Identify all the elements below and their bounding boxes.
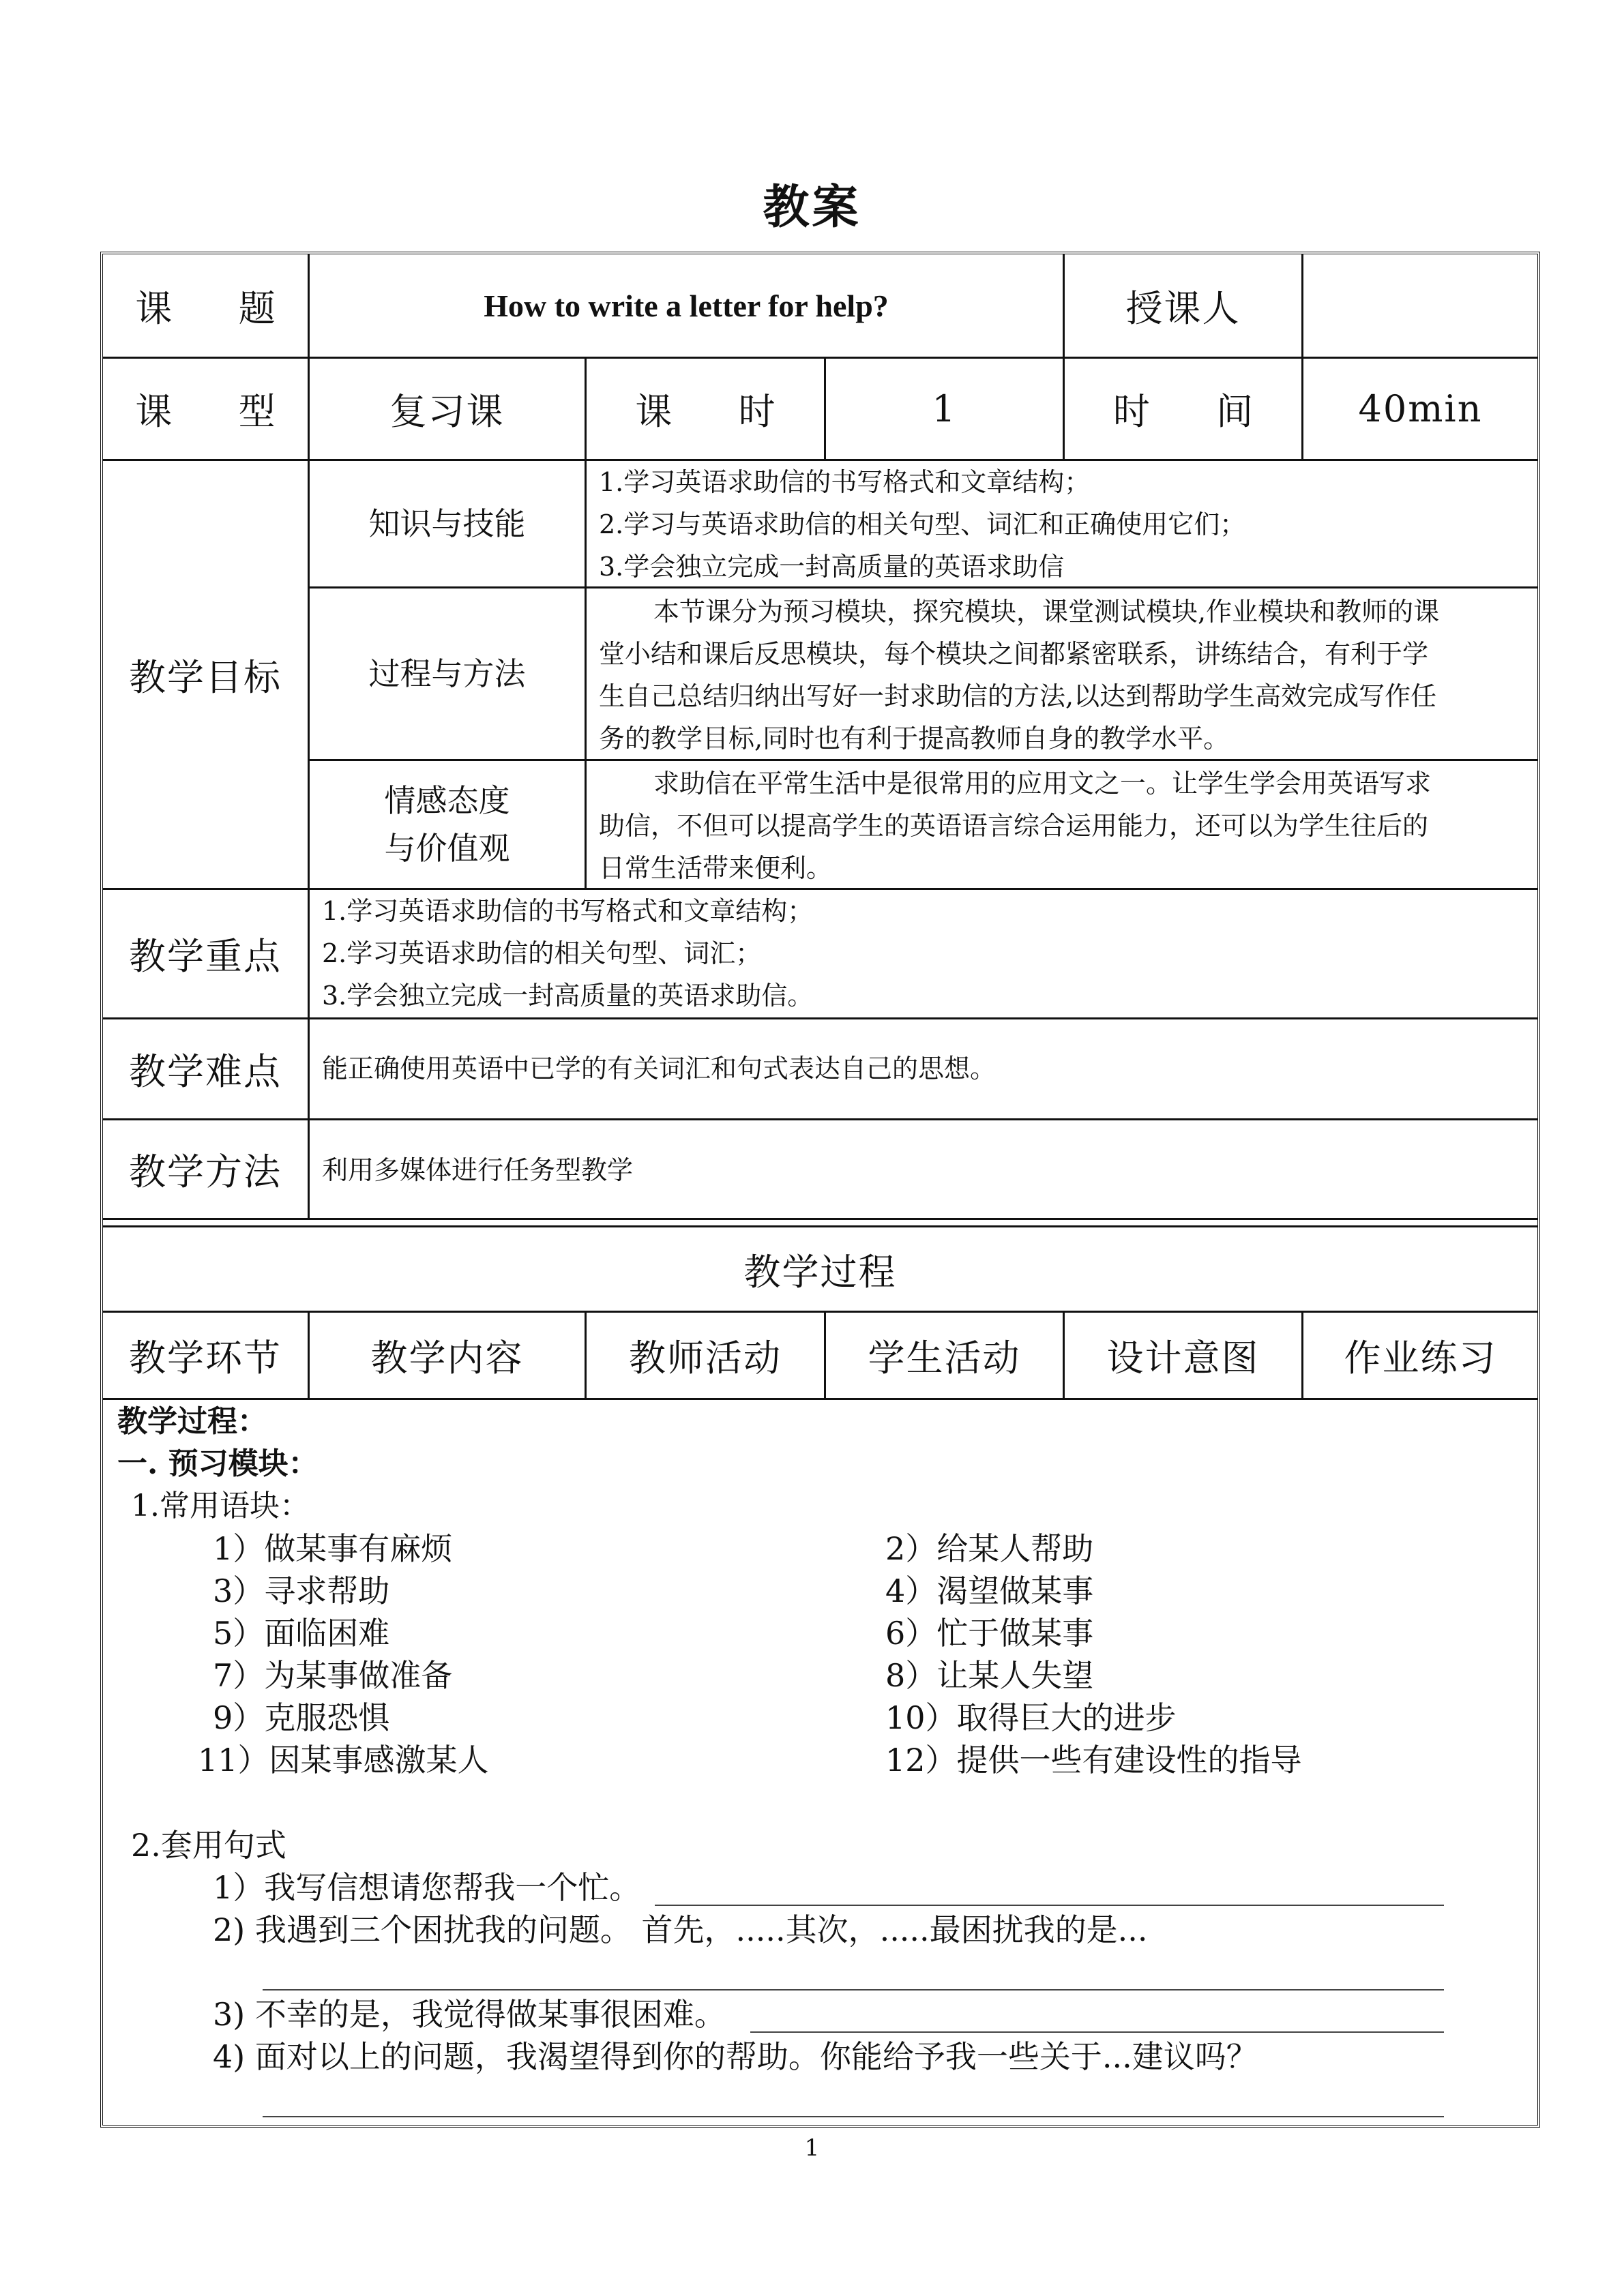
process-method-text: [599, 591, 1533, 760]
row-divider: [103, 1017, 1537, 1019]
emotion-line: 助信，不但可以提高学生的英语语言综合运用能力，还可以为学生往后的: [599, 811, 1429, 841]
emotion-label-line: 与价值观: [384, 830, 510, 867]
section-title: 教学过程：: [117, 1404, 267, 1439]
difficulties-label: 教学难点: [129, 1050, 282, 1093]
sentence-item: 1）我写信想请您帮我一个忙。: [213, 1869, 641, 1906]
chunk-item: 11）因某事感激某人: [198, 1742, 489, 1778]
emotion-label: [310, 761, 585, 888]
key-points-label: 教学重点: [129, 935, 282, 978]
emotion-label-line: 情感态度: [384, 782, 510, 819]
sentence-item: 2) 我遇到三个困扰我的问题。 首先，.....其次，.....最困扰我的是...: [213, 1911, 1148, 1948]
module-title: 一. 预习模块：: [117, 1446, 319, 1481]
process-line: 务的教学目标,同时也有利于提高教师自身的教学水平。: [599, 724, 1230, 754]
chunk-item: 9）克服恐惧: [213, 1699, 390, 1736]
knowledge-line: 2.学习与英语求助信的相关句型、词汇和正确使用它们；: [599, 509, 1246, 539]
chunk-item: 2）给某人帮助: [885, 1530, 1094, 1567]
process-line: 堂小结和课后反思模块，每个模块之间都紧密联系，讲练结合，有利于学: [599, 639, 1429, 669]
key-points-text: [322, 890, 1529, 1017]
chunk-item: 3）寻求帮助: [213, 1572, 390, 1609]
topic-label: 课 题: [135, 286, 303, 330]
teacher-label: 授课人: [1125, 286, 1241, 330]
knowledge-text: [599, 461, 1533, 588]
column-header: 作业练习: [1344, 1337, 1497, 1380]
page-number: 1: [804, 2134, 820, 2162]
process-line: 生自己总结归纳出写好一封求助信的方法,以达到帮助学生高效完成写作任: [599, 681, 1437, 711]
key-point-line: 3.学会独立完成一封高质量的英语求助信。: [322, 981, 814, 1011]
process-method-label: 过程与方法: [368, 655, 526, 692]
key-point-line: 2.学习英语求助信的相关句型、词汇；: [322, 938, 762, 968]
period-value: 1: [932, 387, 957, 430]
table-separator: [103, 1218, 1537, 1220]
row-divider: [103, 1398, 1537, 1400]
difficulties-text: 能正确使用英语中已学的有关词汇和句式表达自己的思想。: [322, 1054, 996, 1084]
answer-line: [655, 1905, 1444, 1906]
methods-text: 利用多媒体进行任务型教学: [322, 1155, 634, 1185]
knowledge-line: 3.学会独立完成一封高质量的英语求助信: [599, 552, 1065, 582]
teacher-value: [1303, 254, 1537, 357]
column-header: 教学环节: [129, 1337, 282, 1380]
chunk-item: 5）面临困难: [213, 1615, 390, 1652]
methods-label: 教学方法: [129, 1150, 282, 1193]
key-point-line: 1.学习英语求助信的书写格式和文章结构；: [322, 896, 814, 926]
chunk-item: 10）取得巨大的进步: [885, 1699, 1177, 1736]
emotion-line: 日常生活带来便利。: [599, 853, 833, 883]
row-divider: [103, 1118, 1537, 1120]
time-value: 40min: [1358, 387, 1483, 430]
sentence-item: 4) 面对以上的问题，我渴望得到你的帮助。你能给予我一些关于...建议吗？: [213, 2038, 1258, 2075]
column-header: 教师活动: [629, 1337, 782, 1380]
chunk-item: 7）为某事做准备: [213, 1657, 453, 1694]
column-header: 设计意图: [1106, 1337, 1260, 1380]
emotion-text: [599, 762, 1533, 889]
time-label: 时 间: [1112, 390, 1281, 433]
process-line: 本节课分为预习模块，探究模块，课堂测试模块,作业模块和教师的课: [653, 597, 1440, 627]
process-heading: 教学过程: [743, 1250, 897, 1294]
page-title: 教案: [763, 180, 861, 235]
type-value: 复习课: [389, 390, 505, 433]
chunk-item: 4）渴望做某事: [885, 1572, 1094, 1609]
chunk-item: 1）做某事有麻烦: [213, 1530, 453, 1567]
type-label: 课 型: [135, 390, 303, 433]
chunk-item: 12）提供一些有建设性的指导: [885, 1742, 1302, 1778]
answer-line: [750, 2031, 1444, 2033]
chunks-title: 1.常用语块：: [131, 1489, 310, 1523]
chunk-item: 8）让某人失望: [885, 1657, 1094, 1694]
knowledge-label: 知识与技能: [368, 505, 526, 542]
answer-line: [263, 2116, 1444, 2117]
topic-value: How to write a letter for help?: [484, 288, 889, 323]
objectives-label: 教学目标: [129, 655, 282, 699]
chunk-item: 6）忙于做某事: [885, 1615, 1094, 1652]
sentences-title: 2.套用句式: [131, 1827, 286, 1864]
process-body: [117, 1401, 1522, 1527]
column-header: 教学内容: [370, 1337, 524, 1380]
column-header: 学生活动: [868, 1337, 1021, 1380]
emotion-line: 求助信在平常生活中是很常用的应用文之一。让学生学会用英语写求: [653, 769, 1432, 799]
sentence-item: 3) 不幸的是，我觉得做某事很困难。: [213, 1996, 726, 2033]
answer-line: [263, 1989, 1444, 1991]
period-label: 课 时: [635, 390, 803, 433]
knowledge-line: 1.学习英语求助信的书写格式和文章结构；: [599, 467, 1091, 497]
